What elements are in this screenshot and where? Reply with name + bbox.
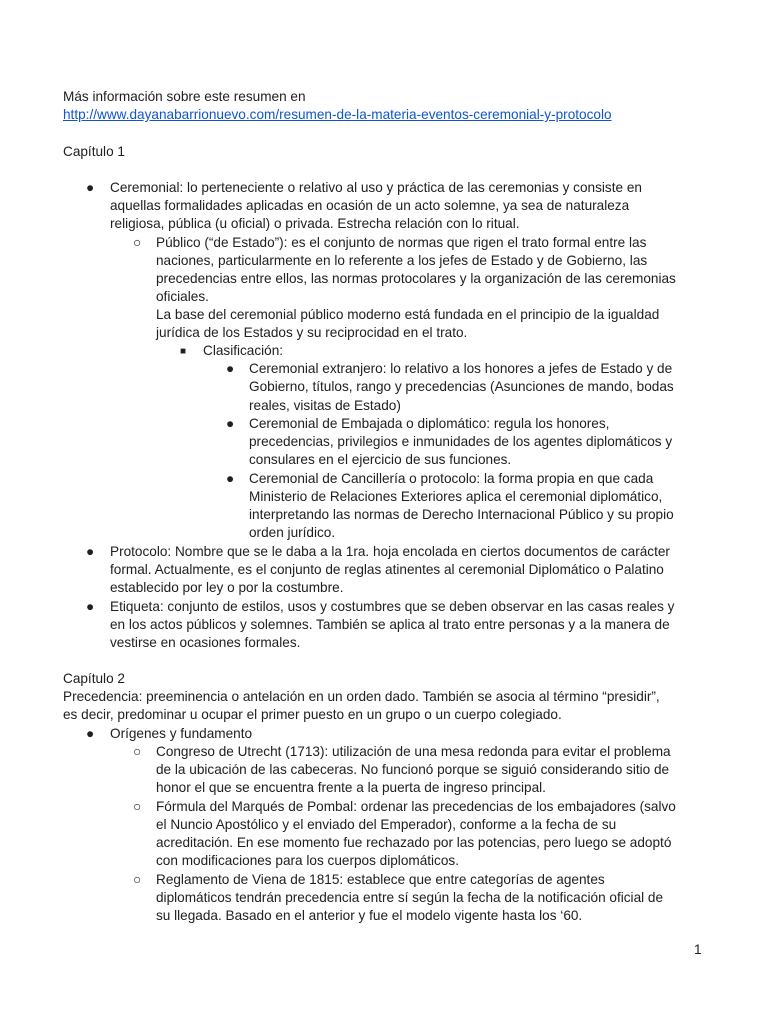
bullet-square: ■ — [180, 346, 187, 357]
clasificacion-label: Clasificación: — [203, 343, 284, 358]
utrecht-line-1: Congreso de Utrecht (1713): utilización de una mesa redonda para evitar el problema — [156, 744, 671, 759]
publico-line-5: La base del ceremonial público moderno está fundada en el principio de la igualdad — [156, 307, 660, 322]
ceremonial-line-1: Ceremonial: lo perteneciente o relativo al uso y práctica de las ceremonias y consiste en — [110, 180, 642, 195]
bullet-disc: ● — [226, 471, 235, 486]
protocolo-line-1: Protocolo: Nombre que se le daba a la 1ra. hoja encolada en ciertos documentos de carácter — [110, 544, 670, 559]
pombal-line-2: el Nuncio Apostólico y el enviado del Emperador), conforme a la fecha de su — [156, 817, 617, 832]
extranjero-line-1: Ceremonial extranjero: lo relativo a los honores a jefes de Estado y de — [249, 361, 673, 376]
bullet-circle: ○ — [133, 235, 142, 250]
more-info-text: Más información sobre este resumen en — [63, 89, 306, 104]
bullet-disc: ● — [226, 361, 235, 376]
etiqueta-line-2: en los actos públicos y solemnes. También se aplica al trato entre personas y a la manera de — [110, 617, 670, 632]
publico-line-4: oficiales. — [156, 289, 209, 304]
cancilleria-line-3: interpretando las normas de Derecho Internacional Público y su propio — [249, 507, 674, 522]
extranjero-line-2: Gobierno, títulos, rango y precedencias (Asunciones de mando, bodas — [249, 379, 674, 394]
pombal-line-4: con modificaciones para los cuerpos diplomáticos. — [156, 853, 459, 868]
bullet-circle: ○ — [133, 872, 142, 887]
precedencia-line-1: Precedencia: preeminencia o antelación en un orden dado. También se asocia al término “presidir”, — [63, 689, 660, 704]
publico-line-6: jurídica de los Estados y su reciprocidad en el trato. — [156, 325, 468, 340]
origenes-label: Orígenes y fundamento — [110, 726, 253, 741]
embajada-line-3: consulares en el ejercicio de sus funciones. — [249, 452, 512, 467]
publico-line-2: naciones, particularmente en lo referente a los jefes de Estado y de Gobierno, las — [156, 253, 648, 268]
pombal-line-1: Fórmula del Marqués de Pombal: ordenar las precedencias de los embajadores (salvo — [156, 799, 676, 814]
utrecht-line-2: de la ubicación de las cabeceras. No funcionó porque se siguió considerando sitio de — [156, 762, 670, 777]
cancilleria-line-4: orden jurídico. — [249, 525, 336, 540]
utrecht-line-3: honor el que se encuentra frente a la puerta de ingreso principal. — [156, 780, 546, 795]
embajada-line-2: precedencias, privilegios e inmunidades de los agentes diplomáticos y — [249, 434, 673, 449]
bullet-disc: ● — [86, 726, 95, 741]
bullet-disc: ● — [86, 599, 95, 614]
page-number: 1 — [694, 942, 702, 957]
bullet-disc: ● — [86, 544, 95, 559]
etiqueta-line-1: Etiqueta: conjunto de estilos, usos y costumbres que se deben observar en las casas reales y — [110, 599, 675, 614]
pombal-line-3: acreditación. En ese momento fue rechazado por las potencias, pero luego se adoptó — [156, 835, 672, 850]
publico-line-1: Público (“de Estado”): es el conjunto de normas que rigen el trato formal entre las — [156, 235, 647, 250]
ceremonial-line-2: aquellas formalidades aplicadas en ocasión de un acto solemne, ya sea de naturaleza — [110, 198, 630, 213]
chapter-1-title: Capítulo 1 — [63, 144, 125, 159]
cancilleria-line-2: Ministerio de Relaciones Exteriores aplica el ceremonial diplomático, — [249, 489, 663, 504]
embajada-line-1: Ceremonial de Embajada o diplomático: regula los honores, — [249, 416, 610, 431]
bullet-circle: ○ — [133, 744, 142, 759]
bullet-disc: ● — [86, 180, 95, 195]
viena-line-3: su llegada. Basado en el anterior y fue el modelo vigente hasta los ‘60. — [156, 908, 583, 923]
precedencia-line-2: es decir, predominar u ocupar el primer puesto en un grupo o un cuerpo colegiado. — [63, 707, 562, 722]
ceremonial-line-3: religiosa, pública (u oficial) o privada. Estrecha relación con lo ritual. — [110, 216, 520, 231]
protocolo-line-3: establecido por ley o por la costumbre. — [110, 580, 344, 595]
cancilleria-line-1: Ceremonial de Cancillería o protocolo: la forma propia en que cada — [249, 471, 654, 486]
etiqueta-line-3: vestirse en ocasiones formales. — [110, 635, 301, 650]
viena-line-1: Reglamento de Viena de 1815: establece que entre categorías de agentes — [156, 872, 605, 887]
source-link[interactable]: http://www.dayanabarrionuevo.com/resumen-de-la-materia-eventos-ceremonial-y-protocolo — [63, 107, 612, 122]
protocolo-line-2: formal. Actualmente, es el conjunto de reglas atinentes al ceremonial Diplomático o Palatino — [110, 562, 664, 577]
chapter-2-title: Capítulo 2 — [63, 671, 125, 686]
extranjero-line-3: reales, visitas de Estado) — [249, 398, 401, 413]
bullet-circle: ○ — [133, 799, 142, 814]
bullet-disc: ● — [226, 416, 235, 431]
publico-line-3: precedencias entre ellos, las normas protocolares y la organización de las ceremonias — [156, 271, 676, 286]
viena-line-2: diplomáticos tendrán precedencia entre sí según la fecha de la notificación oficial de — [156, 890, 664, 905]
